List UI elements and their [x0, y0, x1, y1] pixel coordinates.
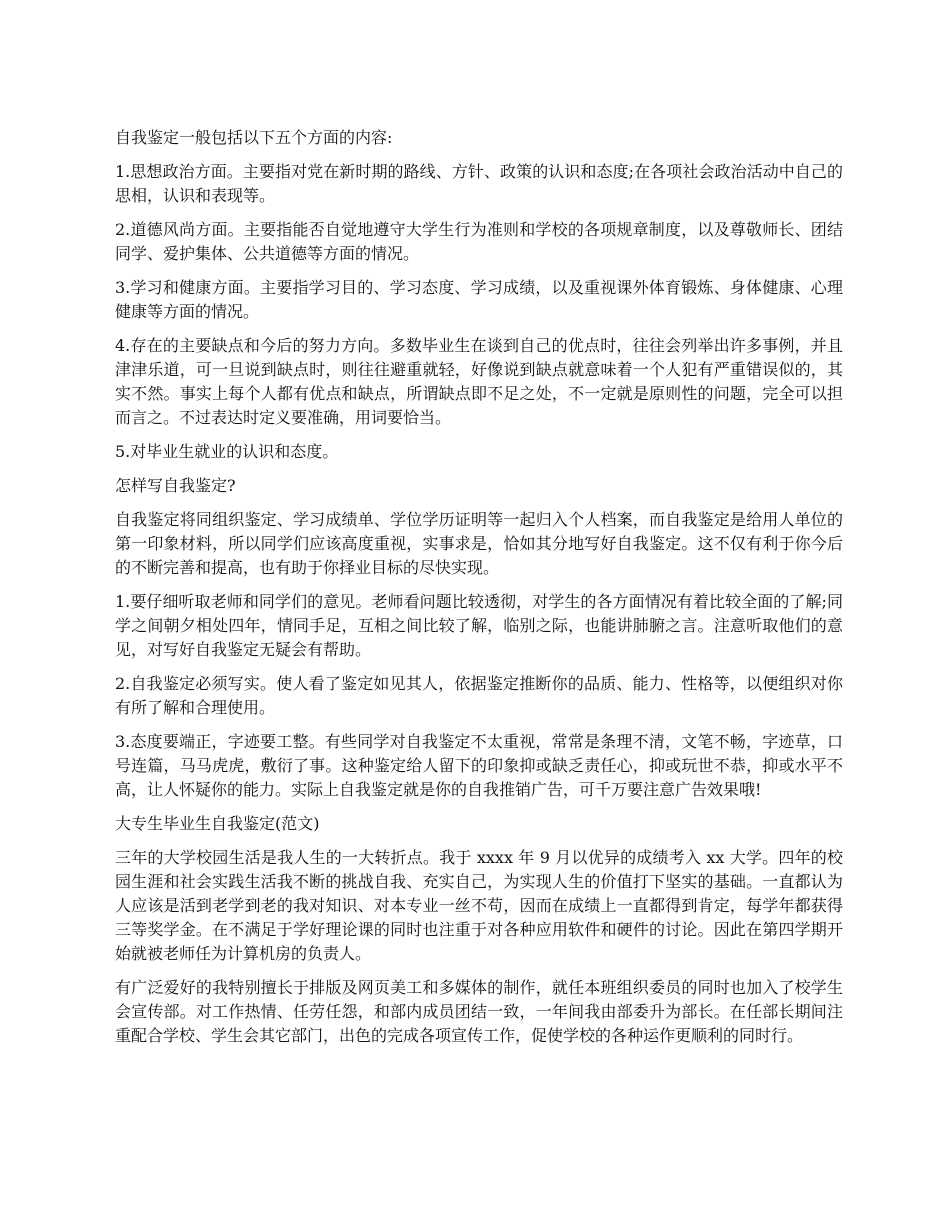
list-item-morality: 2.道德风尚方面。主要指能否自觉地遵守大学生行为准则和学校的各项规章制度，以及尊敬师长、团结同学、爱护集体、公共道德等方面的情况。	[115, 220, 843, 263]
tip-proper-attitude: 3.态度要端正，字迹要工整。有些同学对自我鉴定不太重视，常常是条理不清，文笔不畅，字迹草，口号连篇，马马虎虎，敷衍了事。这种鉴定给人留下的印象抑或缺乏责任心，抑或玩世不恭，抑或水平不高，让人怀疑你的能力。实际上自我鉴定就是你的自我推销广告，可千万要注意广告效果哦!	[115, 732, 843, 799]
document-page	[115, 126, 843, 1058]
sample-paragraph-2: 有广泛爱好的我特别擅长于排版及网页美工和多媒体的制作，就任本班组织委员的同时也加入了校学生会宣传部。对工作热情、任劳任怨，和部内成员团结一致，一年间我由部委升为部长。在任部长期间注重配合学校、学生会其它部门，出色的完成各项宣传工作，促使学校的各种运作更顺利的同时行。	[115, 978, 843, 1045]
tip-be-realistic: 2.自我鉴定必须写实。使人看了鉴定如见其人，依据鉴定推断你的品质、能力、性格等，以便组织对你有所了解和合理使用。	[115, 674, 843, 717]
list-item-shortcomings: 4.存在的主要缺点和今后的努力方向。多数毕业生在谈到自己的优点时，往往会列举出许多事例，并且津津乐道，可一旦说到缺点时，则往往避重就轻，好像说到缺点就意味着一个人犯有严重错误似的，其实不然。事实上每个人都有优点和缺点，所谓缺点即不足之处，不一定就是原则性的问题，完全可以担而言之。不过表达时定义要准确，用词要恰当。	[115, 336, 843, 427]
intro-paragraph: 自我鉴定一般包括以下五个方面的内容:	[115, 128, 393, 147]
list-item-political: 1.思想政治方面。主要指对党在新时期的路线、方针、政策的认识和态度;在各项社会政治活动中自己的思相，认识和表现等。	[115, 162, 843, 205]
list-item-study-health: 3.学习和健康方面。主要指学习目的、学习态度、学习成绩，以及重视课外体育锻炼、身体健康、心理健康等方面的情况。	[115, 278, 843, 321]
how-to-write-intro: 自我鉴定将同组织鉴定、学习成绩单、学位学历证明等一起归入个人档案，而自我鉴定是给用人单位的第一印象材料，所以同学们应该高度重视，实事求是，恰如其分地写好自我鉴定。这不仅有利于你今后的不断完善和提高，也有助于你择业目标的尽快实现。	[115, 510, 843, 577]
sample-paragraph-1: 三年的大学校园生活是我人生的一大转折点。我于 xxxx 年 9 月以优异的成绩考入 xx 大学。四年的校园生涯和社会实践生活我不断的挑战自我、充实自己，为实现人生的价值打下坚实的基础。一直都认为人应该是活到老学到老的我对知识、对本专业一丝不苟，因而在成绩上一直都得到肯定，每学年都获得三等奖学金。在不满足于学好理论课的同时也注重于对各种应用软件和硬件的讨论。因此在第四学期开始就被老师任为计算机房的负责人。	[115, 848, 843, 963]
tip-listen-opinions: 1.要仔细听取老师和同学们的意见。老师看问题比较透彻，对学生的各方面情况有着比较全面的了解;同学之间朝夕相处四年，情同手足，互相之间比较了解，临别之际，也能讲肺腑之言。注意听取他们的意见，对写好自我鉴定无疑会有帮助。	[115, 592, 843, 659]
section-heading-how-to-write: 怎样写自我鉴定?	[115, 476, 236, 495]
section-heading-sample: 大专生毕业生自我鉴定(范文)	[115, 814, 320, 833]
list-item-employment: 5.对毕业生就业的认识和态度。	[115, 442, 339, 461]
